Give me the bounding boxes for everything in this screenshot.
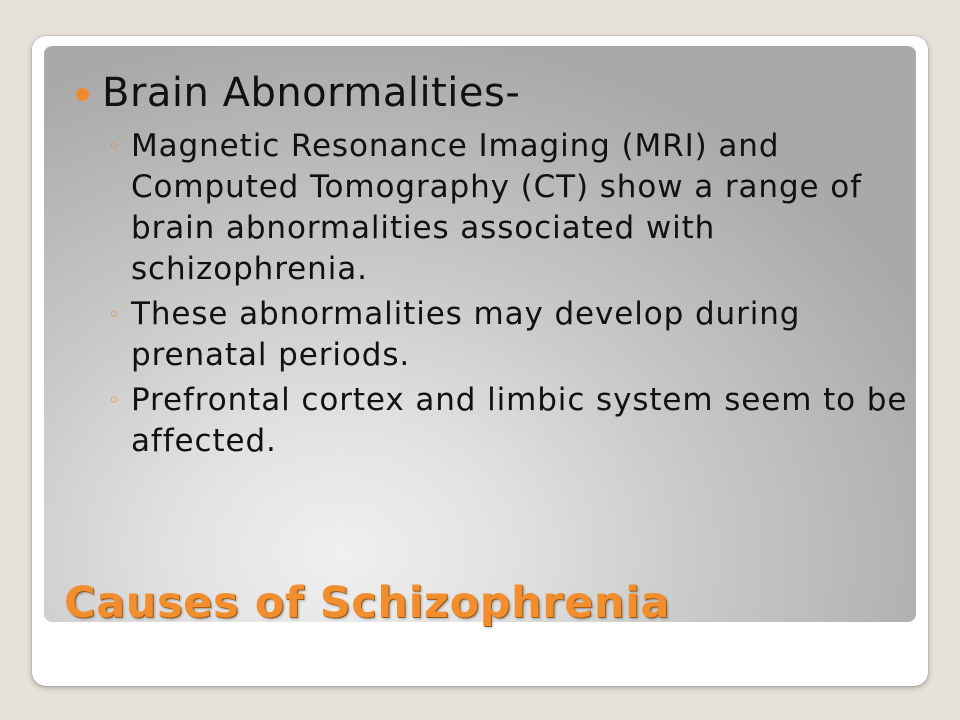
bullet-dot-icon	[76, 88, 89, 101]
sub-bullet	[72, 380, 912, 462]
sub-bullet-text: Magnetic Resonance Imaging (MRI) and Computed Tomography (CT) show a range of brain abnormalities associated with schizophrenia.	[131, 128, 862, 287]
sub-bullet-marker-icon: ◦	[108, 134, 121, 158]
sub-bullet-text: These abnormalities may develop during prenatal periods.	[131, 296, 801, 373]
slide-title: Causes of Schizophrenia	[64, 578, 671, 628]
main-bullet-text: Brain Abnormalities-	[102, 70, 521, 116]
sub-bullet	[72, 126, 912, 290]
content-panel	[44, 46, 916, 622]
sub-bullet	[72, 294, 912, 376]
sub-bullet-marker-icon: ◦	[108, 388, 121, 412]
sub-bullet-marker-icon: ◦	[108, 302, 121, 326]
sub-bullet-list	[72, 126, 912, 462]
main-bullet	[72, 66, 912, 120]
slide-body	[72, 66, 912, 466]
sub-bullet-text: Prefrontal cortex and limbic system seem to be affected.	[131, 382, 908, 459]
